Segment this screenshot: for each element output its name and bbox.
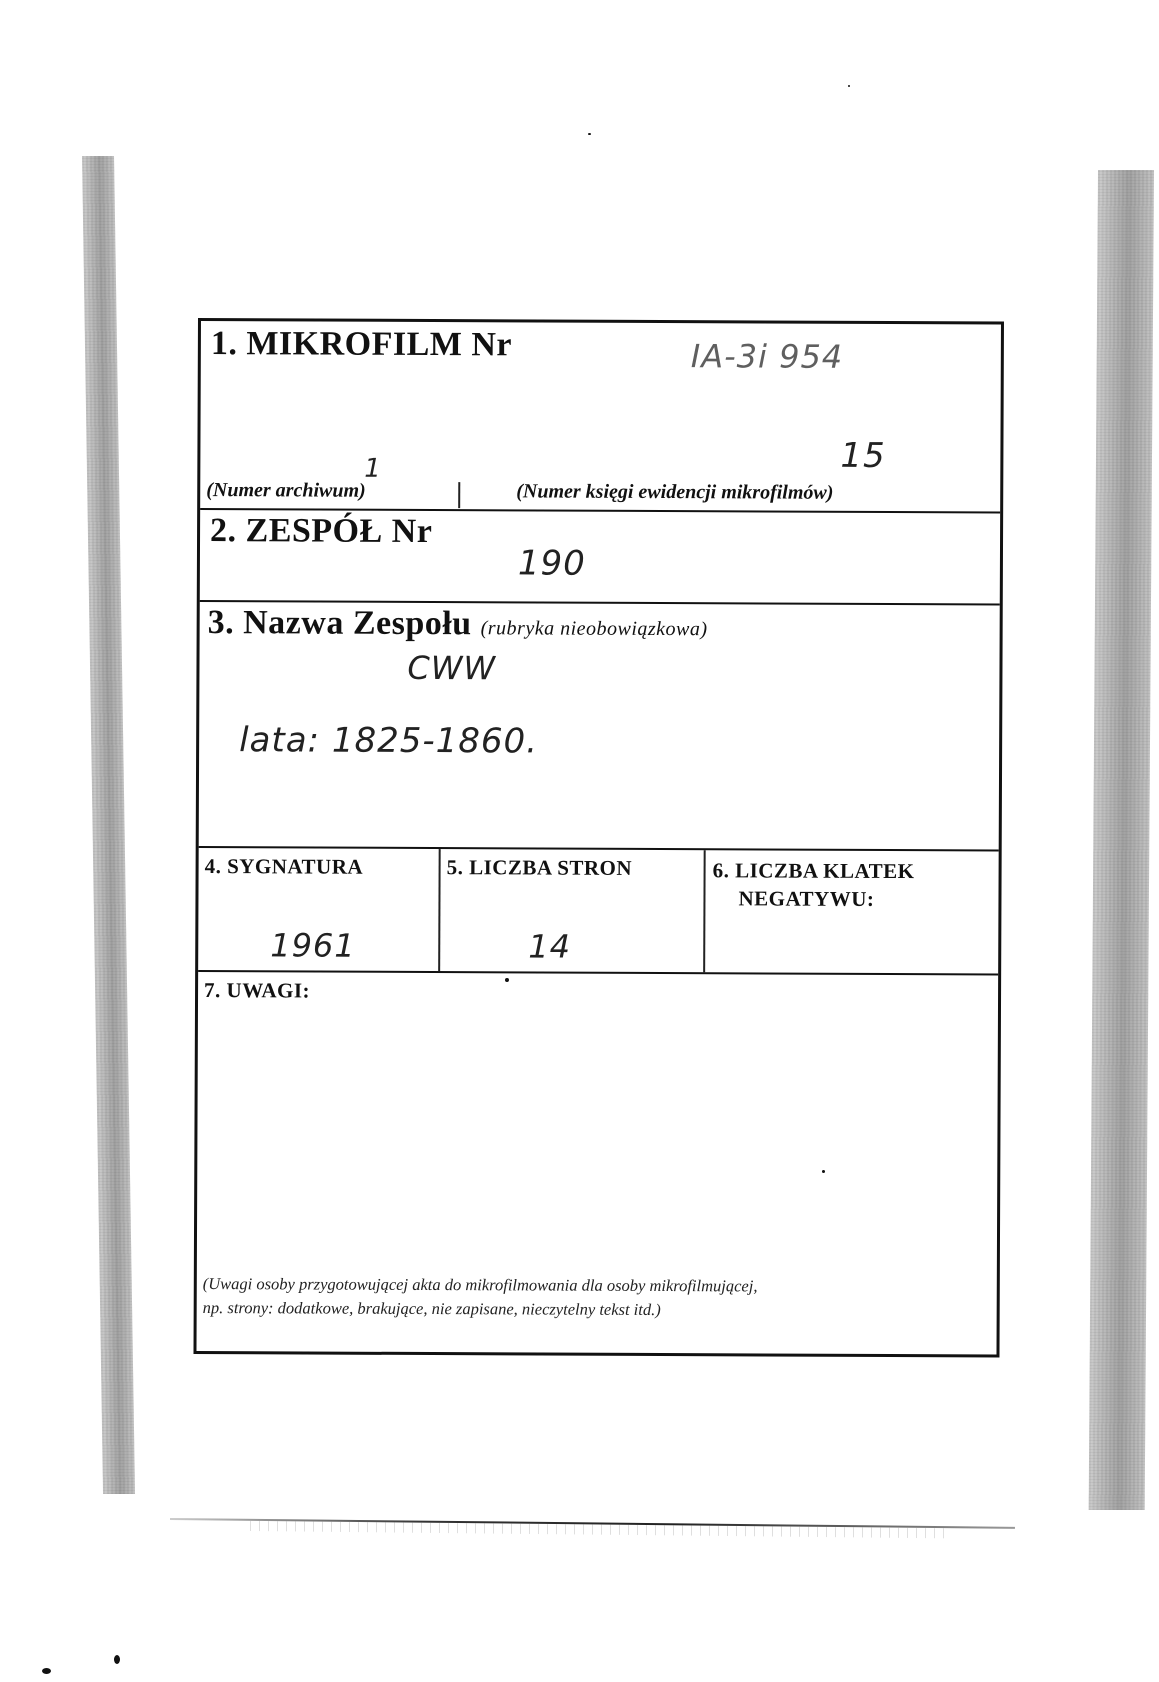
section-microfilm-number [200, 321, 1001, 511]
section-fonds-name [199, 602, 1000, 849]
fonds-years-value: lata: 1825-1860. [239, 720, 539, 762]
caption-separator [458, 482, 460, 508]
microfilm-record-form [193, 318, 1004, 1358]
archive-number-value: 1 [364, 453, 382, 484]
fonds-name-subtitle: (rubryka nieobowiązkowa) [480, 617, 708, 641]
signature-label: 4. SYGNATURA [204, 854, 364, 879]
fonds-name-value: CWW [407, 648, 497, 688]
register-book-caption: (Numer księgi ewidencji mikrofilmów) [516, 480, 834, 504]
signature-value: 1961 [270, 926, 356, 965]
fonds-number-value: 190 [517, 543, 586, 584]
section-remarks [196, 972, 998, 1355]
column-divider [438, 849, 441, 971]
register-book-number-value: 15 [840, 435, 886, 477]
fonds-name-label [208, 604, 708, 644]
speck [848, 85, 850, 87]
archive-number-caption: (Numer archiwum) [206, 479, 366, 502]
column-divider [703, 850, 706, 972]
scan-edge-right [1089, 170, 1154, 1510]
page-count-value: 14 [528, 927, 572, 966]
microfilm-number-value: IA-3i 954 [690, 337, 844, 376]
fonds-number-label: 2. ZESPÓŁ Nr [209, 512, 433, 551]
negative-frames-label-line2: NEGATYWU: [738, 886, 875, 911]
page-count-label: 5. LICZBA STRON [446, 855, 633, 880]
speck [588, 133, 591, 135]
speck [42, 1668, 51, 1674]
remarks-label: 7. UWAGI: [204, 978, 311, 1003]
remarks-instructions-line1: (Uwagi osoby przygotowującej akta do mikrofilmowania dla osoby mikrofilmującej, [202, 1274, 758, 1296]
speck [114, 1655, 120, 1664]
scan-edge-left [82, 156, 135, 1494]
remarks-instructions-line2: np. strony: dodatkowe, brakujące, nie zapisane, nieczytelny tekst itd.) [202, 1298, 661, 1320]
section-fonds-number [200, 510, 1000, 603]
fonds-name-title: 3. Nazwa Zespołu [207, 604, 472, 643]
microfilm-number-label: 1. MIKROFILM Nr [210, 325, 513, 364]
section-signature-pages-frames [198, 848, 999, 973]
negative-frames-label-line1: 6. LICZBA KLATEK [712, 858, 915, 884]
